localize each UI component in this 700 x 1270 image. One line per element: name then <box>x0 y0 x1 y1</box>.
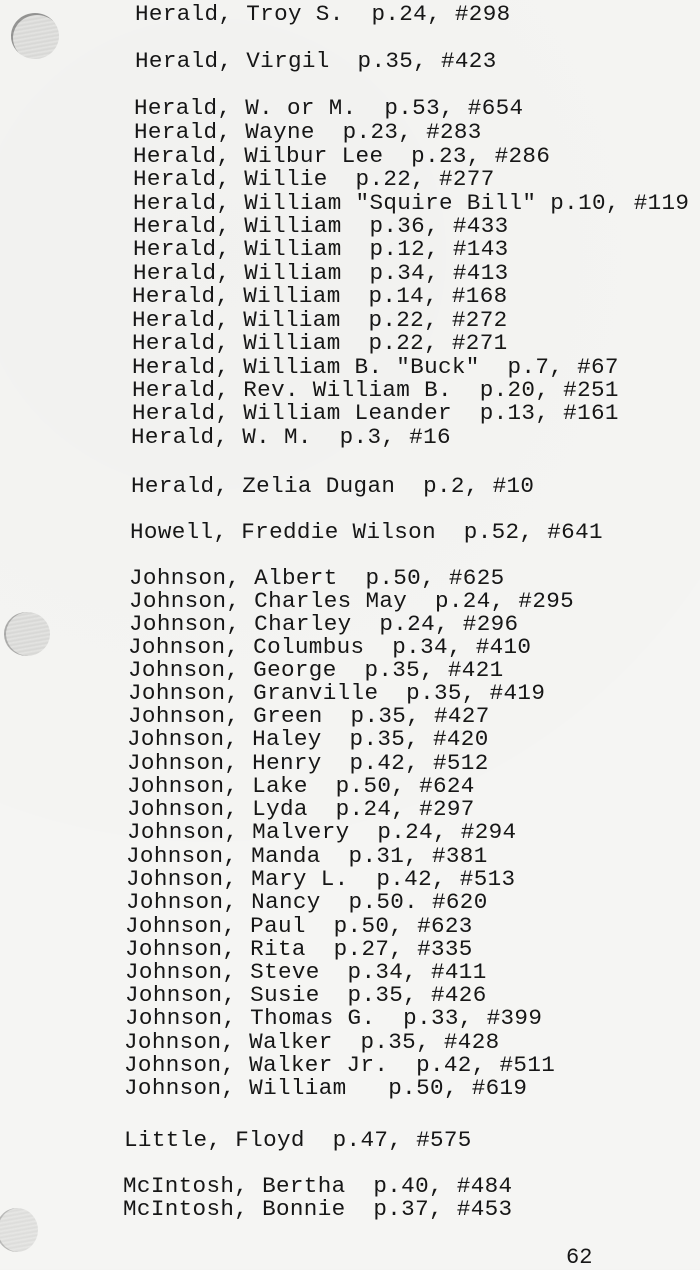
index-entry: Johnson, Granville p.35, #419 <box>128 680 546 706</box>
index-entry: Herald, William p.12, #143 <box>133 236 509 262</box>
index-entry: Johnson, Steve p.34, #411 <box>125 959 487 985</box>
index-entry: Johnson, Mary L. p.42, #513 <box>126 866 516 892</box>
index-entry: Herald, William p.22, #271 <box>132 330 508 356</box>
page-number: 62 <box>566 1245 593 1270</box>
index-entry: Herald, Willie p.22, #277 <box>133 166 495 192</box>
index-entry: Little, Floyd p.47, #575 <box>124 1127 472 1153</box>
index-entry: Johnson, Lyda p.24, #297 <box>127 796 475 822</box>
index-entry: Herald, Wilbur Lee p.23, #286 <box>133 143 551 169</box>
index-entry: McIntosh, Bonnie p.37, #453 <box>123 1196 513 1222</box>
index-entry: Herald, William p.34, #413 <box>133 260 509 286</box>
index-entry: Johnson, Susie p.35, #426 <box>125 982 487 1008</box>
index-entry: Johnson, Charles May p.24, #295 <box>129 588 575 614</box>
index-entry: Herald, W. or M. p.53, #654 <box>134 95 524 121</box>
index-entry: Herald, William Leander p.13, #161 <box>132 400 619 426</box>
index-entry: Johnson, Haley p.35, #420 <box>127 726 489 752</box>
index-entry: Johnson, Albert p.50, #625 <box>129 565 505 591</box>
index-entry: Herald, Wayne p.23, #283 <box>134 119 482 145</box>
index-entry: Johnson, Columbus p.34, #410 <box>128 634 532 660</box>
index-entry: Herald, William p.22, #272 <box>132 307 508 333</box>
index-entry: Herald, William B. "Buck" p.7, #67 <box>132 354 619 380</box>
index-entry: Johnson, Charley p.24, #296 <box>129 611 519 637</box>
index-entry: Herald, William p.36, #433 <box>133 213 509 239</box>
index-entry: Johnson, George p.35, #421 <box>128 657 504 683</box>
index-entry: Johnson, Lake p.50, #624 <box>127 773 475 799</box>
index-entry: Herald, William "Squire Bill" p.10, #119 <box>133 190 690 216</box>
index-entry: Johnson, William p.50, #619 <box>124 1075 528 1101</box>
index-entry: Johnson, Nancy p.50. #620 <box>126 889 488 915</box>
index-entry: Johnson, Rita p.27, #335 <box>125 936 473 962</box>
index-entry: Herald, W. M. p.3, #16 <box>131 424 451 450</box>
index-entry: Johnson, Malvery p.24, #294 <box>127 819 517 845</box>
binder-hole <box>0 1208 38 1252</box>
index-entry: Johnson, Manda p.31, #381 <box>126 843 488 869</box>
index-entry: Herald, Troy S. p.24, #298 <box>135 1 511 27</box>
index-entry: Herald, William p.14, #168 <box>132 283 508 309</box>
index-entry: Herald, Zelia Dugan p.2, #10 <box>131 473 535 499</box>
binder-hole <box>11 13 59 59</box>
index-entry: Howell, Freddie Wilson p.52, #641 <box>130 519 603 545</box>
index-entry: Johnson, Thomas G. p.33, #399 <box>125 1005 543 1031</box>
index-entry: McIntosh, Bertha p.40, #484 <box>123 1173 513 1199</box>
index-entry: Johnson, Walker Jr. p.42, #511 <box>124 1052 556 1078</box>
index-entry: Johnson, Walker p.35, #428 <box>124 1029 500 1055</box>
index-entry: Herald, Rev. William B. p.20, #251 <box>132 377 619 403</box>
binder-hole <box>4 612 50 656</box>
index-entry: Johnson, Green p.35, #427 <box>128 703 490 729</box>
index-entry: Johnson, Henry p.42, #512 <box>127 750 489 776</box>
index-entry: Johnson, Paul p.50, #623 <box>125 913 473 939</box>
index-entry: Herald, Virgil p.35, #423 <box>135 48 497 74</box>
